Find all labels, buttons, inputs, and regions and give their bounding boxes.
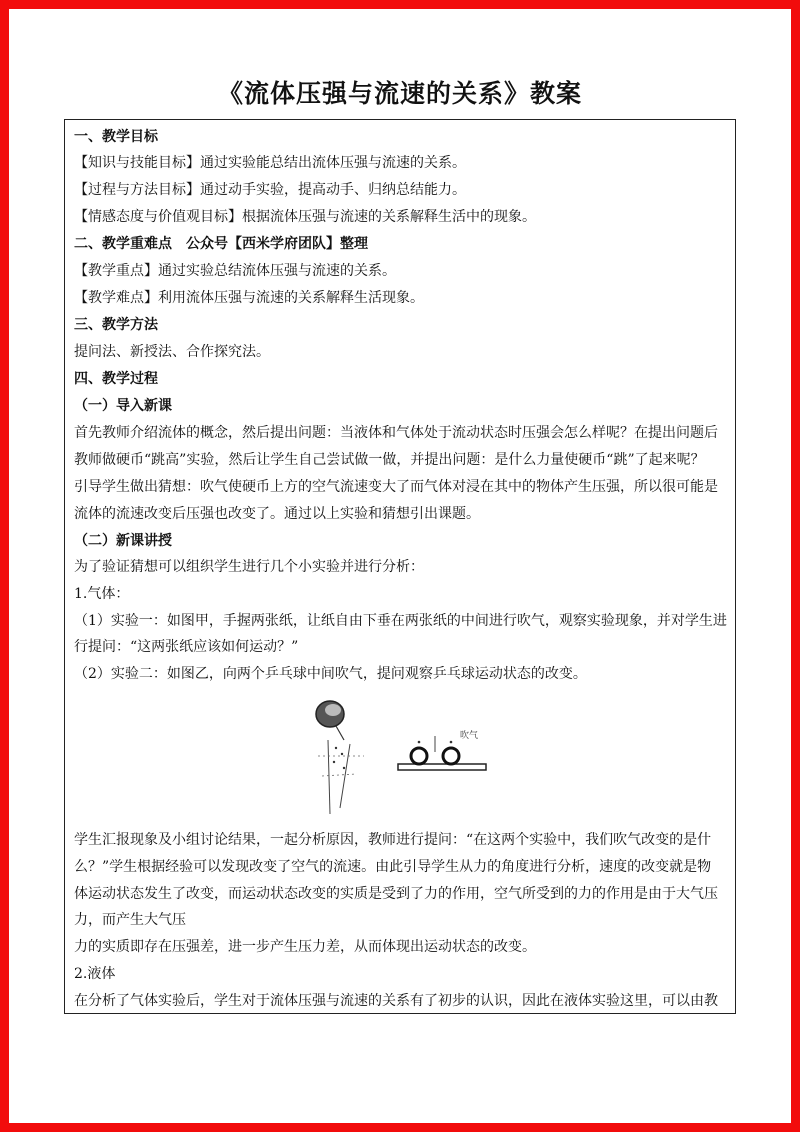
text-line: 首先教师介绍流体的概念，然后提出问题：当液体和气体处于流动状态时压强会怎么样呢？在提出问题后: [74, 425, 718, 441]
blow-label: 吹气: [460, 731, 479, 741]
text-line: 提问法、新授法、合作探究法。: [74, 344, 270, 360]
section-heading-keypoints-text: 二、教学重难点 公众号【西米学府团队】整理: [74, 236, 368, 252]
text-line: 1.气体：: [74, 586, 130, 602]
blow-line: [336, 726, 344, 740]
text-line: 流体的流速改变后压强也改变了。通过以上实验和猜想引出课题。: [74, 506, 480, 522]
track-base: [398, 764, 486, 770]
paper-edge-line: [322, 774, 356, 776]
paper-sheet-left: [328, 740, 330, 814]
text-line: 为了验证猜想可以组织学生进行几个小实验并进行分析：: [74, 559, 424, 575]
text-line: 【知识与技能目标】通过实验能总结出流体压强与流速的关系。: [74, 155, 466, 171]
text-line: 么？”学生根据经验可以发现改变了空气的流速。由此引导学生从力的角度进行分析，速度的改变就是物: [74, 859, 712, 875]
text-line: 教师做硬币“跳高”实验，然后让学生自己尝试做一做，并提出问题：是什么力量使硬币“跳”了起来呢？: [74, 452, 705, 468]
text-line: 力的实质即存在压强差，进一步产生压力差，从而体现出运动状态的改变。: [74, 939, 536, 955]
text-line: （1）实验一：如图甲，手握两张纸，让纸自由下垂在两张纸的中间进行吹气，观察实验现象，并对学生进: [74, 613, 727, 629]
section-heading-objectives: 一、教学目标: [74, 129, 158, 145]
experiment-illustration: [300, 696, 500, 818]
text-line: 行提问：“这两张纸应该如何运动？”: [74, 639, 299, 655]
face-highlight: [325, 704, 341, 716]
text-line: 【过程与方法目标】通过动手实验，提高动手、归纳总结能力。: [74, 182, 466, 198]
text-line: 【情感态度与价值观目标】根据流体压强与流速的关系解释生活中的现象。: [74, 209, 536, 225]
text-line: 【教学难点】利用流体压强与流速的关系解释生活现象。: [74, 290, 424, 306]
section-heading-keypoints: [74, 235, 730, 253]
text-line: 体运动状态发生了改变，而运动状态改变的实质是受到了力的作用，空气所受到的力的作用是由于大气压: [74, 886, 718, 902]
text-line: （2）实验二：如图乙，向两个乒乓球中间吹气，提问观察乒乓球运动状态的改变。: [74, 666, 587, 682]
section-heading-methods: 三、教学方法: [74, 317, 158, 333]
subsection-heading-intro: （一）导入新课: [74, 398, 172, 414]
subsection-heading-new-lesson: （二）新课讲授: [74, 533, 172, 549]
text-line: 2.液体: [74, 966, 116, 982]
text-line: 引导学生做出猜想：吹气使硬币上方的空气流速变大了而气体对浸在其中的物体产生压强，所以很可能是: [74, 479, 718, 495]
text-line: 学生汇报现象及小组讨论结果，一起分析原因，教师进行提问：“在这两个实验中，我们吹气改变的是什: [74, 832, 712, 848]
experiment-figure: [300, 696, 500, 818]
text-line: 在分析了气体实验后，学生对于流体压强与流速的关系有了初步的认识，因此在液体实验这里，可以由教: [74, 993, 718, 1009]
text-line: 【教学重点】通过实验总结流体压强与流速的关系。: [74, 263, 396, 279]
document-title: 《流体压强与流速的关系》教案: [217, 79, 582, 108]
ping-pong-ball-left: [411, 748, 427, 764]
ping-pong-ball-right: [443, 748, 459, 764]
text-line: 力，而产生大气压: [74, 912, 186, 928]
section-heading-process: 四、教学过程: [74, 371, 158, 387]
